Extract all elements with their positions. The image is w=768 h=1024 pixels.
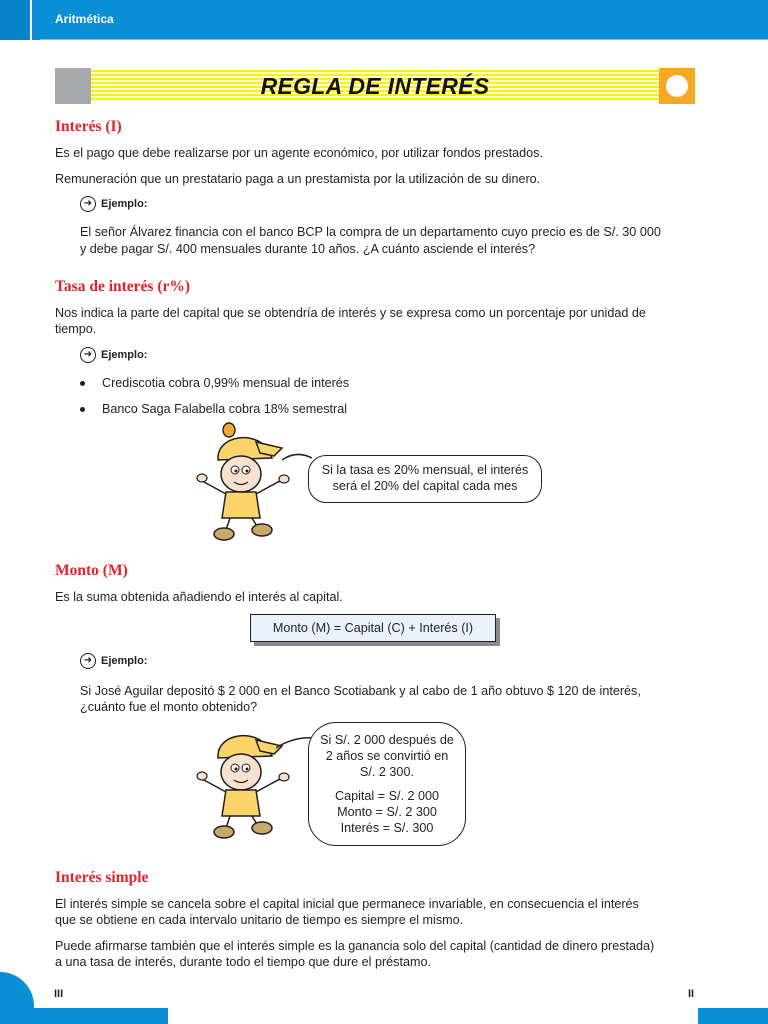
arrow-right-circle-icon: ➜ [80,347,96,363]
heading-monto: Monto (M) [55,562,128,579]
page-number-left: III [54,988,64,1000]
ejemplo-marker-2 [80,347,147,363]
bubble-line: 2 años se convirtió en [325,749,449,763]
title-gray-block [55,68,91,104]
formula-box [250,614,496,642]
footer [0,972,768,1024]
heading-tasa: Tasa de interés (r%) [55,278,191,295]
bullet-dot [80,381,85,386]
simple-paragraph-1-line-2: que se obtiene en cada intervalo unitario de tiempo es siempre el mismo. [55,913,464,927]
simple-paragraph-1-line-1: El interés simple se cancela sobre el capital inicial que permanece invariable, en consecuencia el interés [55,897,639,911]
circle-icon [666,75,688,97]
bubble-line: S/. 2 300. [360,765,414,779]
bubble-line: Si S/. 2 000 después de [320,733,454,747]
monto-ejemplo-line-1: Si José Aguilar depositó $ 2 000 en el Banco Scotiabank y al cabo de 1 año obtuvo $ 120 de interés, [80,684,641,698]
top-bar [0,0,768,40]
list-item-text: Crediscotia cobra 0,99% mensual de interés [102,376,350,390]
subject-label: Aritmética [55,12,114,26]
ejemplo-label: Ejemplo: [101,655,148,667]
top-bar-rule [40,39,768,40]
ejemplo-marker-1 [80,196,147,212]
footer-left-bar [28,1008,168,1024]
list-item [80,376,349,390]
page-title: REGLA DE INTERÉS [260,73,490,99]
title-banner [55,68,695,104]
ejemplo-label: Ejemplo: [101,349,148,361]
cartoon-character-illustration [196,420,296,542]
heading-interes-simple: Interés simple [55,869,149,886]
interes-ejemplo-line-1: El señor Álvarez financia con el banco BCP la compra de un departamento cuyo precio es de S/. 30 000 [80,225,661,239]
list-item [80,402,347,416]
simple-paragraph-2-line-1: Puede afirmarse también que el interés simple es la ganancia solo del capital (cantidad de dinero prestada) [55,939,655,953]
list-item-text: Banco Saga Falabella cobra 18% semestral [102,402,348,416]
tasa-paragraph-line-2: tiempo. [55,322,97,336]
interes-paragraph-2: Remuneración que un prestatario paga a un prestamista por la utilización de su dinero. [55,172,541,186]
page-number-right: II [688,988,695,1000]
ejemplo-label: Ejemplo: [101,198,148,210]
bubble-line: Monto = S/. 2 300 [337,805,437,819]
speech-bubble-monto [308,722,466,846]
simple-paragraph-2-line-2: a una tasa de interés, durante todo el tiempo que dure el préstamo. [55,955,431,969]
bubble-line: Interés = S/. 300 [340,821,434,835]
tasa-paragraph-line-1: Nos indica la parte del capital que se obtendría de interés y se expresa como un porcentaje por unidad de [55,306,646,320]
footer-right-bar [698,1008,768,1024]
top-bar-divider [30,0,32,40]
heading-interes: Interés (I) [55,118,122,135]
arrow-right-circle-icon: ➜ [80,196,96,212]
formula-text: Monto (M) = Capital (C) + Interés (I) [250,614,496,642]
interes-paragraph-1: Es el pago que debe realizarse por un agente económico, por utilizar fondos prestados. [55,146,543,160]
arrow-right-circle-icon: ➜ [80,653,96,669]
bubble-line: Capital = S/. 2 000 [335,789,439,803]
monto-paragraph: Es la suma obtenida añadiendo el interés al capital. [55,590,343,604]
interes-ejemplo-line-2: y debe pagar S/. 400 mensuales durante 10 años. ¿A cuánto asciende el interés? [80,242,536,256]
bullet-dot [80,407,85,412]
bubble-line: será el 20% del capital cada mes [332,479,518,493]
ejemplo-marker-3 [80,653,147,669]
bubble-line: Si la tasa es 20% mensual, el interés [321,463,529,477]
title-orange-block [659,68,695,104]
top-bar-left-strip [0,0,30,40]
monto-ejemplo-line-2: ¿cuánto fue el monto obtenido? [80,700,258,714]
speech-bubble-tasa [308,455,542,503]
